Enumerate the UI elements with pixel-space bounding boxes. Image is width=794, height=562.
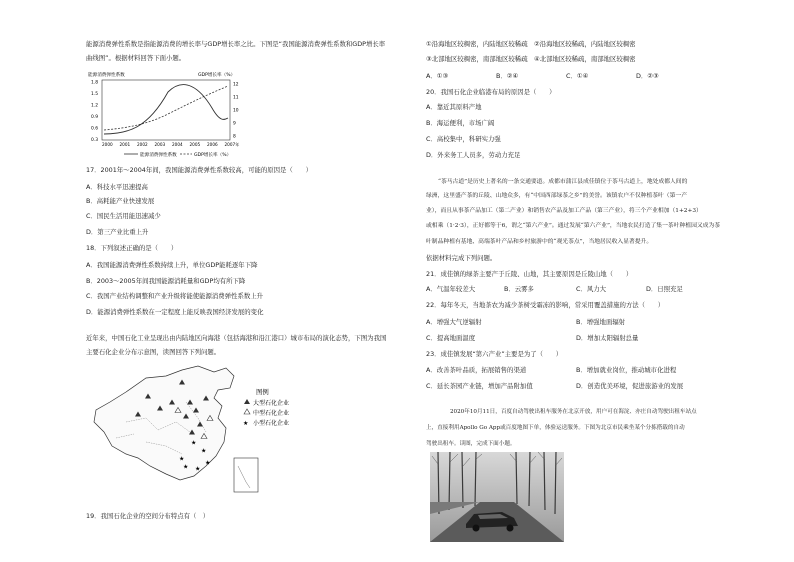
q22-option-a: A．增强大气逆辐射 xyxy=(426,318,482,326)
x-tick-label: 2005 xyxy=(189,142,201,147)
q19-stem: 19．我国石化企业的空间分布特点有（ ） xyxy=(86,512,210,520)
left-tick-label: 0.6 xyxy=(91,126,98,132)
q20-option-d: D．外来务工人员多，劳动力充足 xyxy=(426,151,521,159)
q20-option-c: C．高校集中，科研实力强 xyxy=(426,135,501,143)
q23-option-a: A．改善茶叶品质，拓展销售的渠道 xyxy=(426,366,527,374)
intro-text-3: 近年来，中国石化工业呈现出由内陆地区向海港（包括海港和沿江港口）城市布局的演化态势，下图为我国 xyxy=(86,334,387,342)
q20-option-b: B．海运便利，市场广阔 xyxy=(426,119,495,127)
right-tick-label: 10 xyxy=(233,108,239,114)
q19-statements-1: ①沿海地区较稠密，内陆地区较稀疏 ②沿海地区较稀疏，内陆地区较稠密 xyxy=(426,40,636,48)
q21-option-d: D．日照充足 xyxy=(646,285,683,293)
left-tick-label: 0.3 xyxy=(91,138,98,143)
passage2-line-2: 上，直接利用Apollo Go App或百度地图下单，体验运送服务。下图为北京市民乘坐某个分拣搭载的自动 xyxy=(426,425,685,431)
q18-option-b: B．2003～2005年间我国能源消耗量和GDP均有所下降 xyxy=(86,277,246,285)
q19-statements-2: ③北部地区较稠密，南部地区较稀疏 ④北部地区较稀疏，南部地区较稠密 xyxy=(426,55,636,63)
south-sea-inset xyxy=(234,458,258,492)
x-tick-label: 2001 xyxy=(119,142,131,147)
q22-option-c: C．提高地面温度 xyxy=(426,334,476,342)
legend-mid-label: 中型石化企业 xyxy=(253,410,290,417)
energy-elasticity-line xyxy=(104,85,228,134)
q23-option-b: B．增加就业岗位，推动城市化进程 xyxy=(576,366,677,374)
q23-option-c: C．延长茶园产业链，增加产品附加值 xyxy=(426,382,533,390)
q21-option-a: A．气温年较差大 xyxy=(426,285,476,293)
q17-stem: 17．2001年～2004年间，我国能源消费弹性系数较高，可能的原因是（ ） xyxy=(86,166,312,174)
small-enterprise-marker: ★ xyxy=(183,463,189,471)
intro-text-4: 主要石化企业分布示意图，读图回答下列问题。 xyxy=(86,348,221,356)
small-enterprise-marker: ★ xyxy=(179,455,185,463)
left-tick-label: 1.8 xyxy=(91,80,98,86)
small-enterprise-marker: ★ xyxy=(191,439,197,447)
q23-stem: 23．成佳镇发展“第六产业”主要是为了（ ） xyxy=(426,350,563,358)
legend-a-label: 能源消费弹性系数 xyxy=(140,153,177,158)
small-enterprise-legend-icon: ★ xyxy=(243,420,249,427)
autonomous-taxi-photo xyxy=(430,452,564,542)
right-tick-label: 12 xyxy=(233,82,239,88)
q23-option-d: D．创造优美环境，促进旅游业的发展 xyxy=(576,382,684,390)
small-enterprise-marker: ★ xyxy=(205,459,211,467)
intro-text-1: 能源消费弹性系数是指能源消费的增长率与GDP增长率之比。下图是“我国能源消费弹性系数和GDP增长率 xyxy=(86,40,386,48)
x-tick-label: 2004 xyxy=(172,142,183,147)
china-outline xyxy=(94,366,234,480)
passage2-line-1: 2020年10月11日，百度自动驾驶出租车服务在北京开放，用户可在海淀、亦庄自动驾驶出租车站点 xyxy=(450,409,697,415)
passage-line-1: “茶马古道”是历史上著名的一条交通要道。成都市蒲江县成佳镇位于茶马古道上，地处成都人间的 xyxy=(438,179,688,185)
chart-frame xyxy=(102,80,230,140)
x-tick-label: 2003 xyxy=(154,142,166,147)
q22-stem: 22．每年冬天，当地茶农为减少茶树受霜冻的影响，常采用覆盖措施的方法（ ） xyxy=(426,301,665,309)
q17-option-d: D．第三产业比重上升 xyxy=(86,228,149,236)
legend-small-label: 小型石化企业 xyxy=(253,420,290,427)
chart-ylabel-right: GDP增长率（%） xyxy=(198,73,236,78)
big-enterprise-legend-icon xyxy=(244,399,250,404)
gdp-growth-line xyxy=(104,86,228,130)
q18-option-c: C．我国产业结构调整和产业升级将能使能源消费弹性系数上升 xyxy=(86,292,264,300)
q19-option-c: C．①④ xyxy=(566,72,589,80)
q20-option-a: A．靠近其原料产地 xyxy=(426,103,482,111)
chart-ylabel-left: 能源消费弹性系数 xyxy=(88,73,125,78)
passage-line-2: 绿洲，这里盛产茶的丘陵、山地众多，有“中国西部绿茶之乡”的美誉。该镇农户不仅种植茶叶（第一产 xyxy=(426,193,687,199)
passage-line-4: 或相乘（1·2·3），正好都等于6，谓之“第六产业”。通过发展“第六产业”，当地农民打造了集一茶叶种植园又成为茶 xyxy=(426,223,721,229)
q18-option-a: A．我国能源消费弹性系数持续上升，单位GDP能耗逐年下降 xyxy=(86,261,258,269)
mid-enterprise-legend-icon xyxy=(244,409,250,414)
left-tick-label: 1.5 xyxy=(91,92,98,97)
left-axis-ticks xyxy=(91,80,98,144)
energy-gdp-chart xyxy=(88,68,248,162)
legend-title: 图例 xyxy=(256,388,269,396)
q21-option-b: B．云雾多 xyxy=(504,285,534,293)
q17-option-c: C．国民生活用能迅速减少 xyxy=(86,212,161,220)
q20-stem: 20．我国石化企业临港布局的原因是（ ） xyxy=(426,88,556,96)
small-enterprise-marker: ★ xyxy=(201,447,207,455)
x-tick-label: 2002 xyxy=(137,142,148,147)
x-tick-label: 2006 xyxy=(207,142,218,147)
china-petrochemical-map xyxy=(86,362,296,510)
passage-instruction: 依据材料完成下列问题。 xyxy=(426,254,497,262)
q19-option-d: D．②③ xyxy=(636,72,659,80)
q17-option-a: A．科技水平迅速提高 xyxy=(86,183,148,191)
passage-line-3: 业），而且从事茶产品加工（第二产业）和销售农产品及加工产品（第三产业），将三个产业相加（1+2+3） xyxy=(426,208,702,214)
small-enterprise-marker: ★ xyxy=(195,465,201,473)
q19-option-b: B．②④ xyxy=(496,72,519,80)
x-axis-ticks xyxy=(102,141,239,148)
left-tick-label: 1.2 xyxy=(91,103,98,109)
left-tick-label: 0.9 xyxy=(91,115,98,120)
q17-option-b: B．高耗能产业快速发展 xyxy=(86,197,155,205)
q22-option-d: D．增加太阳辐射总量 xyxy=(576,334,639,342)
q21-stem: 21．成佳镇的绿茶主要产于丘陵、山地，其主要原因是丘陵山地（ ） xyxy=(426,270,633,278)
q18-stem: 18．下列叙述正确的是（ ） xyxy=(86,244,178,252)
intro-text-2: 曲线图”。根据材料回答下面小题。 xyxy=(86,54,186,62)
right-tick-label: 8 xyxy=(233,134,236,140)
legend-b-label: GDP增长率（%） xyxy=(194,153,232,158)
q21-option-c: C．风力大 xyxy=(576,285,607,293)
right-axis-ticks xyxy=(233,82,239,140)
q19-option-a: A．①③ xyxy=(426,72,449,80)
passage2-line-3: 驾驶出租车。读图，完成下面小题。 xyxy=(426,441,516,447)
x-tick-label: 2000 xyxy=(102,142,113,147)
q22-option-b: B．增强地面辐射 xyxy=(576,318,626,326)
legend-big-label: 大型石化企业 xyxy=(253,400,290,407)
right-tick-label: 11 xyxy=(233,95,239,101)
right-tick-label: 9 xyxy=(233,121,236,127)
q18-option-d: D．能源消费弹性系数在一定程度上能反映我国经济发展的变化 xyxy=(86,308,264,316)
x-tick-label: 2007年 xyxy=(224,142,240,147)
passage-line-5: 叶制品种植有基地、高端茶叶产品和乡村旅游中的“观光茶点”，当地居民收入显著提升。 xyxy=(426,239,653,245)
